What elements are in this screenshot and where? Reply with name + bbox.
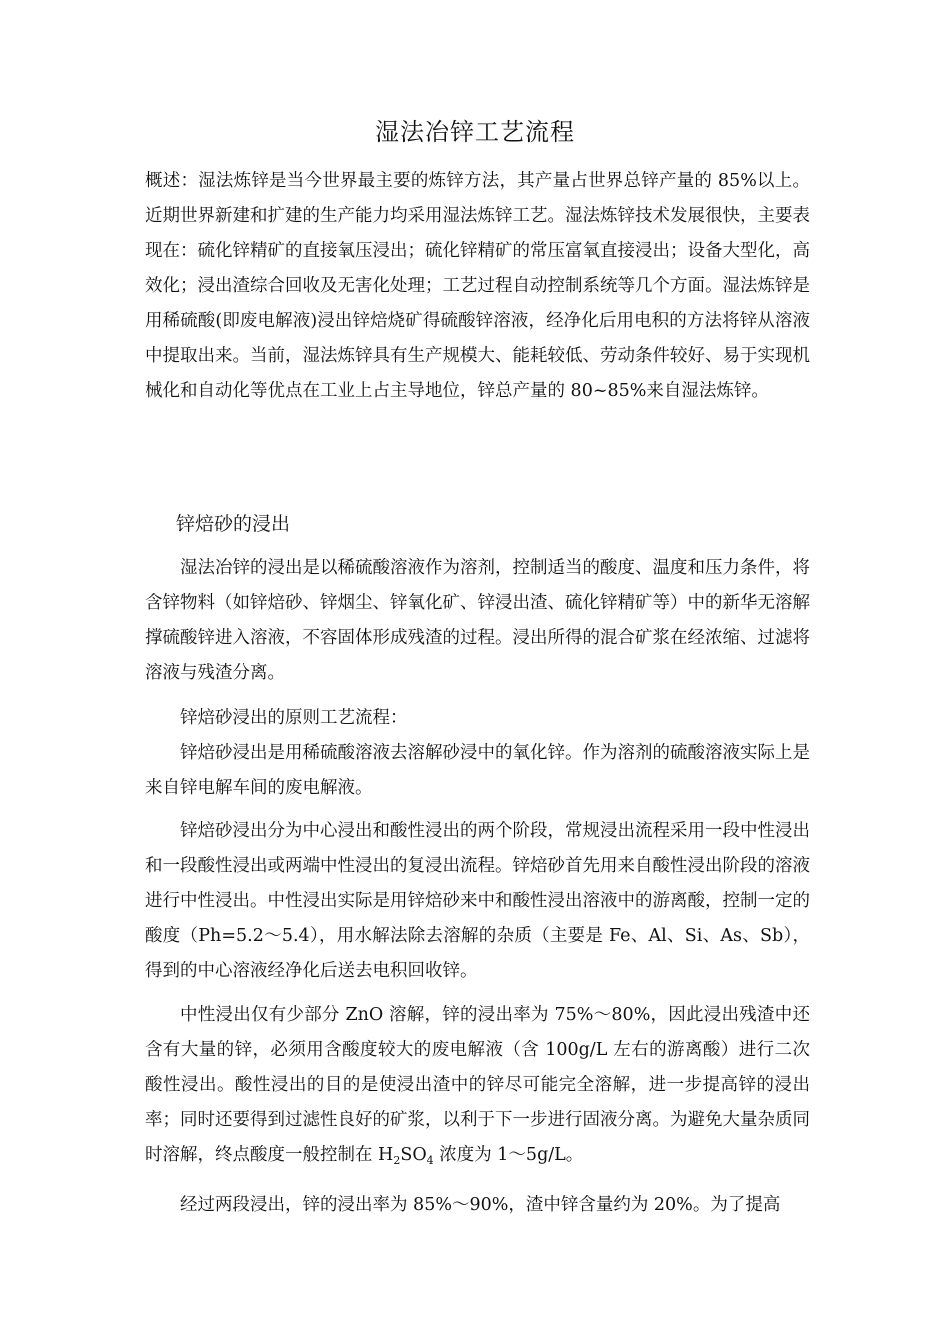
subscript-2: 2: [393, 1154, 401, 1167]
subscript-4: 4: [426, 1154, 434, 1167]
paragraph-5-end: 浓度为 1～5g/L。: [433, 1145, 584, 1165]
section-heading: 锌焙砂的浸出: [176, 513, 291, 535]
paragraph-4: 锌焙砂浸出分为中心浸出和酸性浸出的两个阶段，常规浸出流程采用一段中性浸出和一段酸性浸出或两端中性浸出的复浸出流程。锌焙砂首先用来自酸性浸出阶段的溶液进行中性浸出。中性浸出实际是用锌焙砂来中和酸性浸出溶液中的游离酸，控制一定的酸度（Ph=5.2～5.4），用水解法除去溶解的杂质（主要是 Fe、Al、Si、As、Sb），得到的中心溶液经净化后送去电积回收锌。: [145, 821, 810, 981]
paragraph-5: [145, 998, 810, 1173]
paragraph-1: 湿法冶锌的浸出是以稀硫酸溶液作为溶剂，控制适当的酸度、温度和压力条件，将含锌物料（如锌焙砂、锌烟尘、锌氧化矿、锌浸出渣、硫化锌精矿等）中的新华无溶解撑硫酸锌进入溶液，不容固体形成残渣的过程。浸出所得的混合矿浆在经浓缩、过滤将溶液与残渣分离。: [145, 558, 810, 683]
paragraph-6: 经过两段浸出，锌的浸出率为 85%～90%，渣中锌含量约为 20%。为了提高: [180, 1195, 781, 1215]
paragraph-5-text: 中性浸出仅有少部分 ZnO 溶解，锌的浸出率为 75%～80%，因此浸出残渣中还含有大量的锌，必须用含酸度较大的废电解液（含 100g/L 左右的游离酸）进行二次酸性浸出。酸性浸出的目的是使浸出渣中的锌尽可能完全溶解，进一步提高锌的浸出率；同时还要得到过滤性良好的矿浆，以利于下一步进行固液分离。为避免大量杂质同时溶解，终点酸度一般控制在 H: [145, 1005, 810, 1165]
paragraph-2: 锌焙砂浸出的原则工艺流程：: [180, 708, 408, 728]
overview-paragraph: 概述：湿法炼锌是当今世界最主要的炼锌方法，其产量占世界总锌产量的 85%以上。近期世界新建和扩建的生产能力均采用湿法炼锌工艺。湿法炼锌技术发展很快，主要表现在：硫化锌精矿的直接氧压浸出；硫化锌精矿的常压富氧直接浸出；设备大型化，高效化；浸出渣综合回收及无害化处理；工艺过程自动控制系统等几个方面。湿法炼锌是用稀硫酸(即废电解液)浸出锌焙烧矿得硫酸锌溶液，经净化后用电积的方法将锌从溶液中提取出来。当前，湿法炼锌具有生产规模大、能耗较低、劳动条件较好、易于实现机械化和自动化等优点在工业上占主导地位，锌总产量的 80~85%来自湿法炼锌。: [145, 171, 810, 401]
document-title: 湿法冶锌工艺流程: [375, 118, 575, 146]
paragraph-5-so: SO: [400, 1145, 427, 1165]
paragraph-3: 锌焙砂浸出是用稀硫酸溶液去溶解砂浸中的氧化锌。作为溶剂的硫酸溶液实际上是来自锌电解车间的废电解液。: [145, 743, 810, 798]
